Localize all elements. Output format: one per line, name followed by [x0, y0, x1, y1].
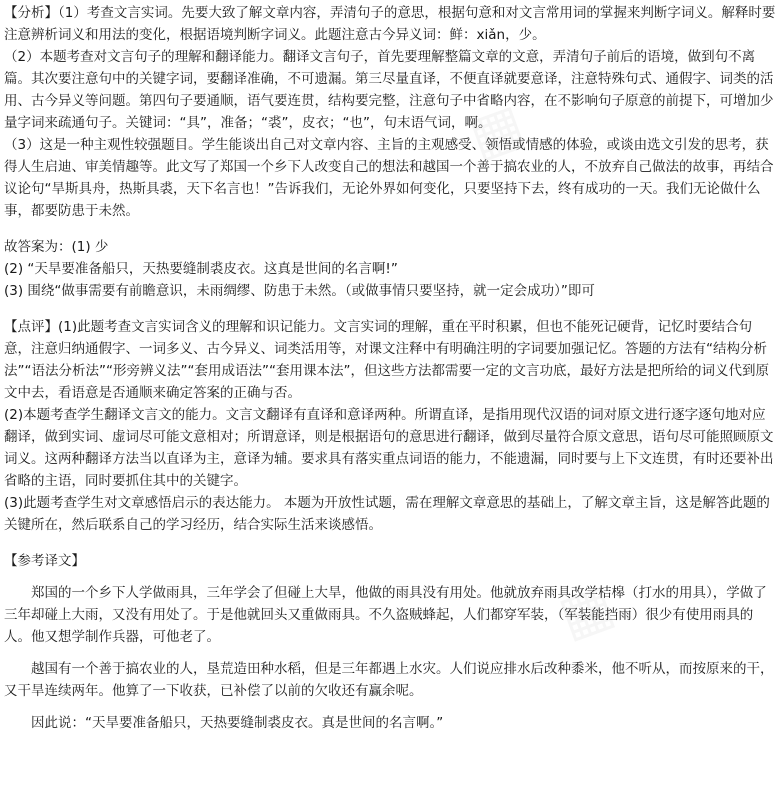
comment-paragraph-3: (3)此题考查学生对文章感悟启示的表达能力。 本题为开放性试题，需在理解文章意思的基础上，了解文章主旨，这是解答此题的关键所在，然后联系自己的学习经历，结合实际生活来谈感悟。 — [4, 495, 770, 533]
translation-heading: 【参考译文】 — [4, 553, 85, 569]
analysis-paragraph-3: （3）这是一种主观性较强题目。学生能谈出自己对文章内容、主旨的主观感受、领悟或情感的体验，或谈由选文引发的思考，获得人生启迪、审美情趣等。此文写了郑国一个乡下人改变自己的想法和越国一个善于搞农业的人，不放弃自己做法的故事，再结合议论句“旱斯具舟，热斯具裘，天下名言也！”告诉我们，无论外界如何变化，只要坚持下去，终有成功的一天。我们无论做什么事，都要防患于未然。 — [4, 137, 774, 219]
translation-paragraph-1: 郑国的一个乡下人学做雨具，三年学会了但碰上大旱，他做的雨具没有用处。他就放弃雨具改学桔槔（打水的用具），学做了三年却碰上大雨，又没有用处了。于是他就回头又重做雨具。不久盗贼蜂起，人们都穿军装，（军装能挡雨）很少有使用雨具的人。他又想学制作兵器，可他老了。 — [4, 585, 767, 645]
translation-paragraph-2: 越国有一个善于搞农业的人，垦荒造田种水稻，但是三年都遇上水灾。人们说应排水后改种黍米，他不听从，而按原来的干，又干旱连续两年。他算了一下收获，已补偿了以前的欠收还有赢余呢。 — [4, 661, 774, 699]
analysis-paragraph-2: （2）本题考查对文言句子的理解和翻译能力。翻译文言句子，首先要理解整篇文章的文意，弄清句子前后的语境，做到句不离篇。其次要注意句中的关键字词，要翻译准确，不可遗漏。第三尽量直译，不便直译就要意译，注意特殊句式、通假字、词类的活用、古今异义等问题。第四句子要通顺，语气要连贯，结构要完整，注意句子中省略内容，在不影响句子原意的前提下，可增加少量字词来疏通句子。关键词：“具”，准备；“裘”，皮衣；“也”，句末语气词，啊。 — [4, 49, 774, 131]
comment-paragraph-2: (2)本题考查学生翻译文言文的能力。文言文翻译有直译和意译两种。所谓直译，是指用现代汉语的词对原文进行逐字逐句地对应翻译，做到实词、虚词尽可能文意相对；所谓意译，则是根据语句的意思进行翻译，做到尽量符合原文意思，语句尽可能照顾原文词义。这两种翻译方法当以直译为主，意译为辅。要求具有落实重点词语的能力，不能遗漏，同时要与上下文连贯，有时还要补出省略的主语，同时要抓住其中的关键字。 — [4, 407, 774, 489]
answer-line-3: (3) 围绕“做事需要有前瞻意识，未雨绸缪、防患于未然。（或做事情只要坚持，就一定会成功）”即可 — [4, 283, 595, 299]
comment-paragraph-1: 【点评】(1)此题考查文言实词含义的理解和识记能力。文言实词的理解，重在平时积累，但也不能死记硬背，记忆时要结合句意，注意归纳通假字、一词多义、古今异义、词类活用等，对课文注释中有明确注明的字词要加强记忆。答题的方法有“结构分析法”“语法分析法”“形旁辨义法”“套用成语法”“套用课本法”，但这些方法都需要一定的文言功底，最好方法是把所给的词义代到原文中去，看语意是否通顺来确定答案的正确与否。 — [4, 319, 769, 401]
analysis-paragraph-1: 【分析】（1）考查文言实词。先要大致了解文章内容，弄清句子的意思，根据句意和对文言常用词的掌握来判断字词义。解释时要注意辨析词义和用法的变化，根据语境判断字词义。此题注意古今异义词：鲜：xiǎn，少。 — [4, 5, 776, 43]
translation-paragraph-3: 因此说：“天旱要准备船只，天热要缝制裘皮衣。真是世间的名言啊。” — [31, 715, 444, 731]
answer-line-1: 故答案为：(1) 少 — [4, 239, 109, 255]
answer-line-2: (2) “天旱要准备船只，天热要缝制裘皮衣。这真是世间的名言啊!” — [4, 261, 398, 277]
